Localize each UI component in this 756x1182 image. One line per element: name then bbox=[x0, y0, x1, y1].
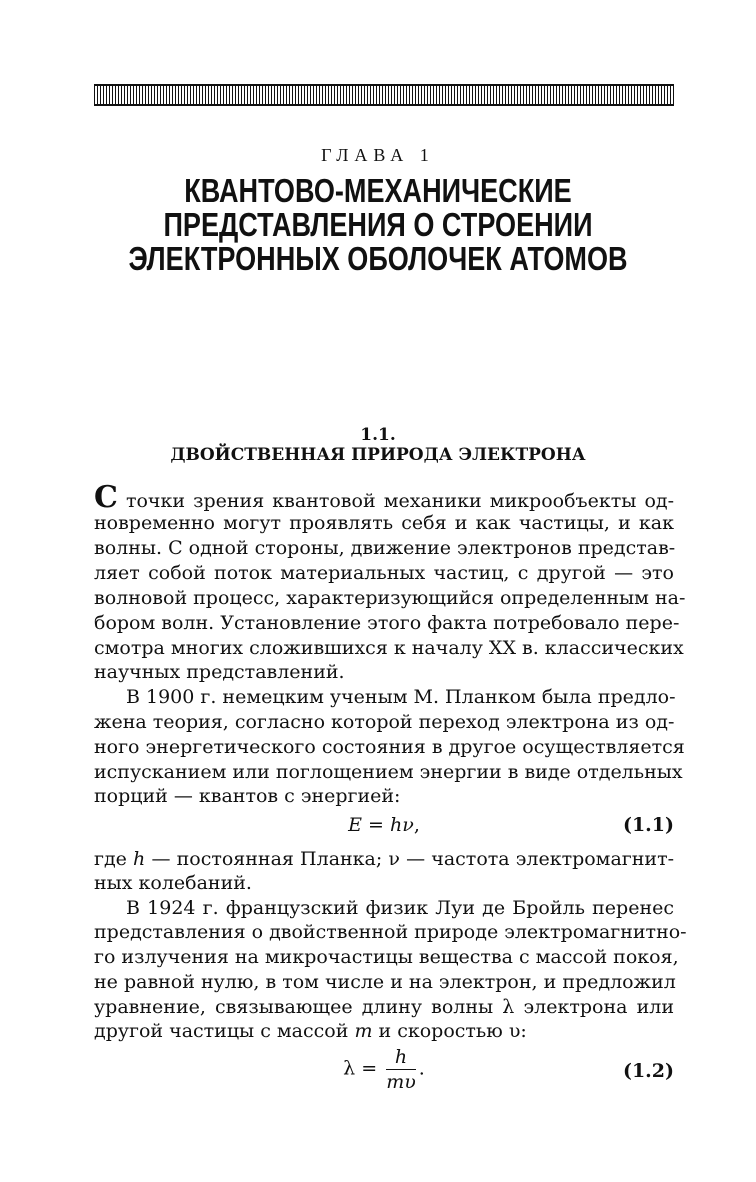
text-line: ных колебаний. bbox=[94, 872, 252, 894]
text-line: испусканием или поглощением энергии в виде отдельных bbox=[94, 761, 683, 783]
text-line: смотра многих сложившихся к началу XX в. классических bbox=[94, 637, 684, 659]
text-line: бором волн. Установление этого факта потребовало пере- bbox=[94, 612, 680, 634]
section-number: 1.1. bbox=[360, 425, 396, 445]
formula-rhs: hν bbox=[390, 814, 414, 836]
fraction-denominator: mυ bbox=[386, 1071, 416, 1093]
text-line: другой частицы с массой m и скоростью υ: bbox=[94, 1020, 527, 1042]
formula-lhs: E bbox=[348, 814, 363, 836]
chapter-title-line: КВАНТОВО-МЕХАНИЧЕСКИЕ bbox=[184, 172, 572, 209]
equation-number: (1.2) bbox=[622, 1060, 674, 1082]
drop-cap: С bbox=[94, 480, 118, 515]
chapter-ornament-rule bbox=[94, 84, 674, 106]
text-line: волны. С одной стороны, движение электронов представ- bbox=[94, 537, 676, 559]
chapter-title-line: ПРЕДСТАВЛЕНИЯ О СТРОЕНИИ bbox=[163, 206, 593, 243]
text-line: волновой процесс, характеризующийся определенным на- bbox=[94, 587, 686, 609]
text-line: не равной нулю, в том числе и на электрон, и предложил bbox=[94, 971, 676, 993]
text-line: новременно могут проявлять себя и как частицы, и как bbox=[94, 512, 674, 534]
text-line: С точки зрения квантовой механики микрообъекты од- bbox=[94, 480, 674, 515]
text-line: ного энергетического состояния в другое осуществляется bbox=[94, 736, 685, 758]
chapter-title-line: ЭЛЕКТРОННЫХ ОБОЛОЧЕК АТОМОВ bbox=[128, 240, 628, 277]
equation-number: (1.1) bbox=[622, 814, 674, 836]
text-line: го излучения на микрочастицы вещества с массой покоя, bbox=[94, 946, 679, 968]
text-line: В 1900 г. немецким ученым М. Планком была предло- bbox=[126, 686, 676, 708]
section-title: ДВОЙСТВЕННАЯ ПРИРОДА ЭЛЕКТРОНА bbox=[170, 445, 586, 465]
text-line: жена теория, согласно которой переход электрона из од- bbox=[94, 711, 675, 733]
formula-de-broglie: λ = $\frac{h}{m\upsilon}$ . (1.2) bbox=[343, 1046, 674, 1093]
text-line: где h — постоянная Планка; ν — частота электромагнит- bbox=[94, 848, 674, 870]
text-line: научных представлений. bbox=[94, 661, 345, 683]
fraction bbox=[386, 1045, 416, 1094]
fraction-numerator: h bbox=[386, 1045, 416, 1070]
text-line: представления о двойственной природе электромагнитно- bbox=[94, 921, 687, 943]
text-line: порций — квантов с энергией: bbox=[94, 785, 401, 807]
formula-lhs: λ = bbox=[343, 1057, 384, 1080]
text-line: ляет собой поток материальных частиц, с другой — это bbox=[94, 562, 674, 584]
chapter-title bbox=[68, 174, 688, 276]
text-line: В 1924 г. французский физик Луи де Бройль перенес bbox=[126, 897, 674, 919]
chapter-label: ГЛАВА 1 bbox=[321, 145, 435, 165]
text-line: уравнение, связывающее длину волны λ электрона или bbox=[94, 996, 674, 1018]
